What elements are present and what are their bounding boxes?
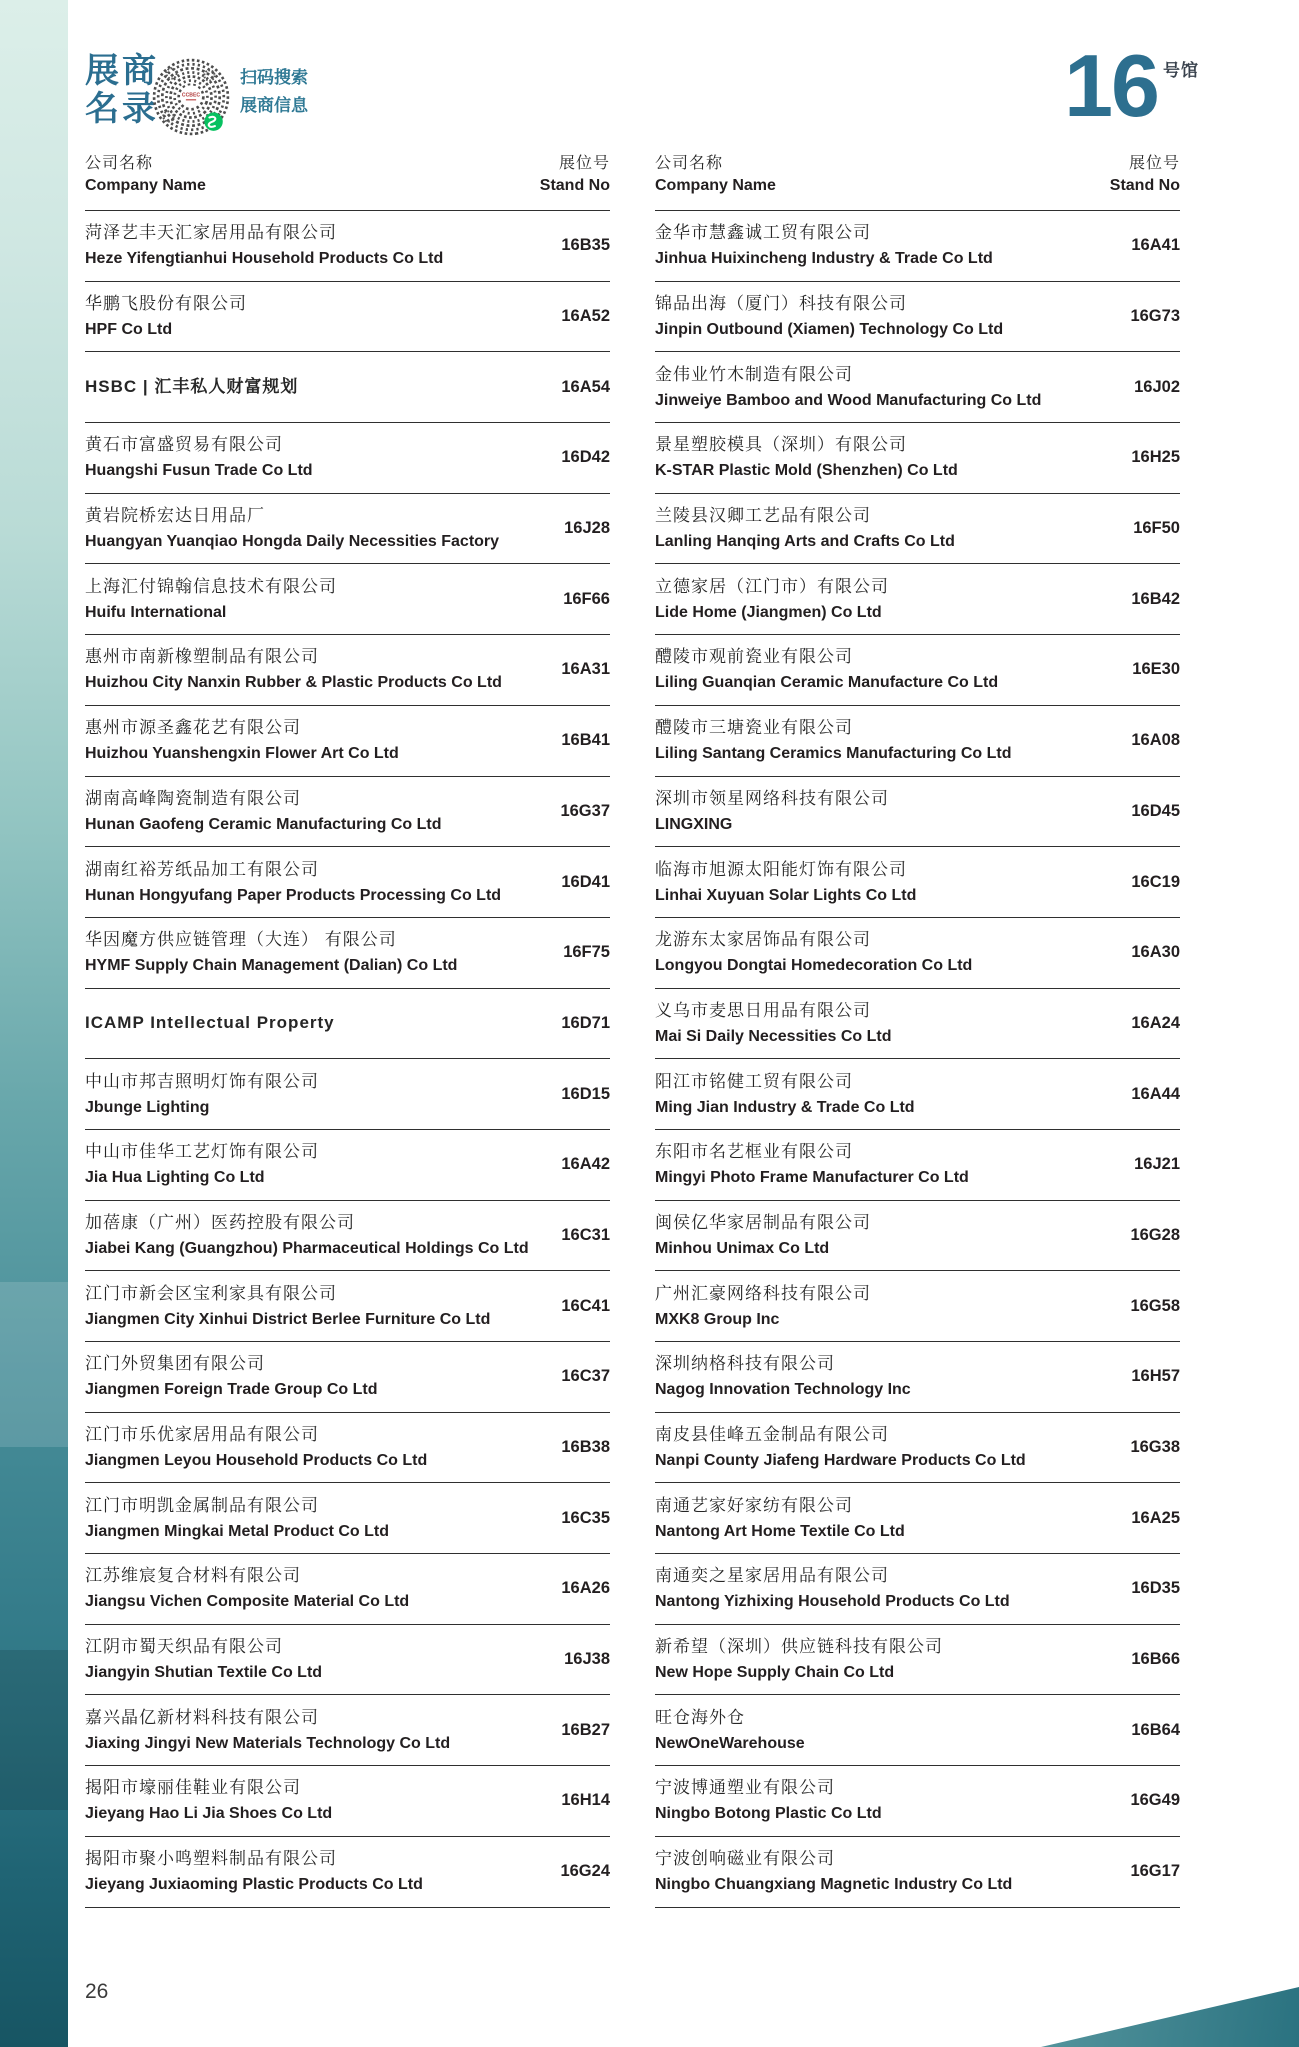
company-names [85,928,457,977]
company-name-en: Huangyan Yuanqiao Hongda Daily Necessities Factory [85,533,500,551]
bottom-right-wedge [1041,1987,1299,2047]
stand-number: 16A31 [561,660,610,679]
company-name-zh: 中山市邦吉照明灯饰有限公司 [85,1071,319,1091]
company-name-zh: 黄岩院桥宏达日用品厂 [85,506,265,526]
company-name-en: Nagog Innovation Technology Inc [655,1381,911,1399]
company-name-en: Jiabei Kang (Guangzhou) Pharmaceutical Holdings Co Ltd [85,1239,529,1257]
company-names [85,1494,389,1543]
stand-number: 16E30 [1132,660,1180,679]
company-names [655,433,958,482]
company-names [85,1564,409,1613]
company-name-zh: 锦品出海（厦门）科技有限公司 [655,294,907,314]
stand-number: 16B42 [1131,589,1180,608]
stand-number: 16J28 [564,519,610,538]
stand-number: 16D15 [561,1084,610,1103]
company-names [655,292,1003,341]
page-title-line1: 展商 [85,52,159,90]
company-names [85,1070,319,1119]
stand-no-header [1110,153,1180,197]
stand-number: 16G58 [1130,1296,1180,1315]
stand-number: 16B66 [1131,1650,1180,1669]
company-name-en: Huizhou Yuanshengxin Flower Art Co Ltd [85,745,399,763]
exhibitor-row [85,351,610,422]
company-name-zh: 湖南高峰陶瓷制造有限公司 [85,788,301,808]
company-names [85,1776,332,1825]
hall-indicator [1064,36,1199,135]
company-names [655,221,993,270]
company-name-header-zh: 公司名称 [85,155,154,172]
stand-number: 16J38 [564,1650,610,1669]
company-name-zh: 江苏维宸复合材料有限公司 [85,1566,301,1586]
company-name-zh: 深圳纳格科技有限公司 [655,1354,835,1374]
exhibitor-row [85,776,610,847]
stand-number: 16C41 [561,1296,610,1315]
left-strip-light-segment [0,1282,68,1447]
company-names [85,1282,490,1331]
company-name-en: Lanling Hanqing Arts and Crafts Co Ltd [655,533,955,551]
company-name-en: K-STAR Plastic Mold (Shenzhen) Co Ltd [655,462,958,480]
page-title [85,52,159,128]
exhibitor-row [85,1058,610,1129]
company-name-zh: 黄石市富盛贸易有限公司 [85,435,283,455]
company-name-zh: 南通艺家好家纺有限公司 [655,1495,853,1515]
company-name-zh: 景星塑胶模具（深圳）有限公司 [655,435,907,455]
stand-number: 16G38 [1130,1438,1180,1457]
page-number: 26 [85,1980,109,2003]
exhibitor-row [85,1553,610,1624]
company-name-zh: 华鹏飞股份有限公司 [85,294,247,314]
exhibitor-row [655,1200,1180,1271]
company-names [655,1706,805,1755]
qr-caption [240,64,308,120]
column-header [85,152,610,210]
company-names [655,858,916,907]
stand-number: 16H14 [561,1791,610,1810]
company-name-en: Jiangsu Vichen Composite Material Co Ltd [85,1593,410,1611]
exhibitor-row [655,1058,1180,1129]
company-name-zh: 揭阳市聚小鸣塑料制品有限公司 [85,1849,337,1869]
company-names [85,1706,450,1755]
exhibitor-row [655,917,1180,988]
stand-no-header [540,153,610,197]
company-name-zh: 兰陵县汉卿工艺品有限公司 [655,506,871,526]
left-strip-dark-segment [0,1650,68,1810]
company-name-en: Jinweiye Bamboo and Wood Manufacturing Co Ltd [655,391,1042,409]
exhibitor-row [655,563,1180,634]
exhibitor-row [655,1412,1180,1483]
qr-caption-line1: 扫码搜索 [240,68,308,87]
company-name-zh: 上海汇付锦翰信息技术有限公司 [85,576,337,596]
company-name-zh: ICAMP Intellectual Property [85,1013,335,1033]
exhibitor-column-left [85,152,610,1908]
company-names [85,433,313,482]
exhibitor-row [655,351,1180,422]
qr-code [150,56,232,138]
company-names [85,575,337,624]
stand-no-header-en: Stand No [539,177,610,194]
company-name-en: Jieyang Juxiaoming Plastic Products Co Ltd [85,1876,423,1894]
stand-number: 16G73 [1130,307,1180,326]
company-name-en: Jiangmen Leyou Household Products Co Ltd [85,1452,428,1470]
company-name-en: Mingyi Photo Frame Manufacturer Co Ltd [655,1169,969,1187]
exhibitor-row [85,281,610,352]
company-name-en: Jiaxing Jingyi New Materials Technology Co Ltd [85,1734,451,1752]
company-name-zh: 阳江市铭健工贸有限公司 [655,1071,853,1091]
company-name-zh: 东阳市名艺框业有限公司 [655,1142,853,1162]
company-names [655,1776,882,1825]
exhibitor-row [85,1200,610,1271]
company-name-zh: 江门市新会区宝利家具有限公司 [85,1283,337,1303]
company-names [85,858,501,907]
company-name-zh: HSBC | 汇丰私人财富规划 [85,377,299,397]
company-name-zh: 金华市慧鑫诚工贸有限公司 [655,223,871,243]
exhibitor-row [85,1482,610,1553]
company-names [655,1140,969,1189]
company-name-zh: 旺仓海外仓 [655,1707,745,1727]
company-name-zh: 惠州市南新橡塑制品有限公司 [85,647,319,667]
company-names [655,716,1011,765]
stand-number: 16A54 [561,377,610,396]
stand-number: 16C31 [561,1225,610,1244]
company-name-en: Nantong Art Home Textile Co Ltd [655,1522,905,1540]
exhibitor-row [85,846,610,917]
company-name-en: Ningbo Chuangxiang Magnetic Industry Co Ltd [655,1876,1013,1894]
company-names [655,1423,1026,1472]
company-name-en: Jinpin Outbound (Xiamen) Technology Co Ltd [655,321,1004,339]
exhibitor-row [85,1270,610,1341]
exhibitor-row [655,1836,1180,1907]
stand-number: 16G17 [1130,1862,1180,1881]
company-name-en: New Hope Supply Chain Co Ltd [655,1664,895,1682]
exhibitor-row [85,1412,610,1483]
company-name-en: NewOneWarehouse [655,1734,805,1752]
exhibitor-row [85,917,610,988]
exhibitor-row [85,705,610,776]
stand-number: 16A08 [1131,731,1180,750]
company-name-en: Jiangmen City Xinhui District Berlee Furniture Co Ltd [85,1310,491,1328]
company-names [655,1635,943,1684]
company-name-en: Jiangmen Foreign Trade Group Co Ltd [85,1381,378,1399]
company-names [85,375,298,399]
company-name-zh: 菏泽艺丰天汇家居用品有限公司 [85,223,337,243]
stand-number: 16A25 [1131,1508,1180,1527]
exhibitor-row [655,1553,1180,1624]
company-name-zh: 湖南红裕芳纸品加工有限公司 [85,859,319,879]
exhibitor-row [85,1765,610,1836]
company-names [655,1070,915,1119]
exhibitor-row [85,1836,610,1907]
company-name-zh: 醴陵市观前瓷业有限公司 [655,647,853,667]
company-name-en: Jinhua Huixincheng Industry & Trade Co Ltd [655,250,993,268]
company-names [85,645,502,694]
exhibitor-row [655,1270,1180,1341]
company-name-header-en: Company Name [655,177,776,194]
company-name-header [655,153,776,197]
stand-number: 16F66 [563,589,610,608]
qr-center-label: CCBEC [181,92,201,99]
stand-number: 16D45 [1131,801,1180,820]
stand-number: 16A52 [561,307,610,326]
company-names [655,787,889,836]
company-name-en: Heze Yifengtianhui Household Products Co Ltd [85,250,444,268]
company-name-en: Liling Guanqian Ceramic Manufacture Co Ltd [655,674,999,692]
exhibitor-row [655,422,1180,493]
company-name-en: Nantong Yizhixing Household Products Co Ltd [655,1593,1010,1611]
exhibitor-row [655,1694,1180,1765]
exhibitor-row [655,281,1180,352]
stand-number: 16G28 [1130,1225,1180,1244]
exhibitor-row [85,1694,610,1765]
company-names [85,1847,423,1896]
company-name-en: HYMF Supply Chain Management (Dalian) Co Ltd [85,957,458,975]
company-name-zh: 金伟业竹木制造有限公司 [655,364,853,384]
company-names [655,928,972,977]
company-name-zh: 深圳市领星网络科技有限公司 [655,788,889,808]
company-name-en: Linhai Xuyuan Solar Lights Co Ltd [655,886,917,904]
exhibitor-column-right [655,152,1180,1908]
exhibitor-row [85,988,610,1059]
company-names [85,221,443,270]
company-name-en: Lide Home (Jiangmen) Co Ltd [655,603,882,621]
company-names [655,504,955,553]
stand-number: 16C35 [561,1508,610,1527]
exhibitor-row [655,988,1180,1059]
company-name-en: Mai Si Daily Necessities Co Ltd [655,1027,892,1045]
stand-no-header-en: Stand No [1109,177,1180,194]
company-names [655,1352,911,1401]
company-names [85,1352,377,1401]
company-name-en: Hunan Hongyufang Paper Products Processing Co Ltd [85,886,502,904]
exhibitor-row [85,1129,610,1200]
exhibitor-row [655,846,1180,917]
stand-number: 16J21 [1134,1155,1180,1174]
stand-number: 16B27 [561,1720,610,1739]
company-name-zh: 广州汇豪网络科技有限公司 [655,1283,871,1303]
stand-number: 16A30 [1131,943,1180,962]
company-names [655,1494,905,1543]
company-names [655,1211,871,1260]
company-name-zh: 江阴市蜀天织品有限公司 [85,1637,283,1657]
stand-number: 16D41 [561,872,610,891]
company-name-en: Jbunge Lighting [85,1098,210,1116]
stand-number: 16B38 [561,1438,610,1457]
stand-number: 16H57 [1131,1367,1180,1386]
stand-number: 16A44 [1131,1084,1180,1103]
stand-number: 16A26 [561,1579,610,1598]
stand-number: 16F50 [1133,519,1180,538]
page-title-line2: 名录 [85,90,159,128]
qr-code-icon [150,56,232,138]
company-name-en: Jiangyin Shutian Textile Co Ltd [85,1664,323,1682]
company-name-zh: 新希望（深圳）供应链科技有限公司 [655,1637,943,1657]
company-name-en: Jia Hua Lighting Co Ltd [85,1169,265,1187]
stand-number: 16C37 [561,1367,610,1386]
exhibitor-row [655,705,1180,776]
company-names [85,1011,335,1035]
company-name-zh: 江门市乐优家居用品有限公司 [85,1425,319,1445]
company-name-zh: 中山市佳华工艺灯饰有限公司 [85,1142,319,1162]
company-name-zh: 华因魔方供应链管理（大连） 有限公司 [85,930,397,950]
company-names [85,292,247,341]
company-name-en: Huangshi Fusun Trade Co Ltd [85,462,313,480]
company-name-zh: 宁波创响磁业有限公司 [655,1849,835,1869]
exhibitor-row [85,493,610,564]
company-name-zh: 闽侯亿华家居制品有限公司 [655,1212,871,1232]
company-name-zh: 龙游东太家居饰品有限公司 [655,930,871,950]
stand-no-header-zh: 展位号 [1128,155,1180,172]
company-name-en: Nanpi County Jiafeng Hardware Products Co Ltd [655,1452,1026,1470]
exhibitor-row [85,422,610,493]
company-name-en: Longyou Dongtai Homedecoration Co Ltd [655,957,973,975]
company-names [85,787,441,836]
company-names [85,1211,529,1260]
company-name-zh: 立德家居（江门市）有限公司 [655,576,889,596]
exhibitor-row [85,563,610,634]
exhibitor-row [655,493,1180,564]
company-name-zh: 揭阳市壕丽佳鞋业有限公司 [85,1778,301,1798]
company-name-en: Liling Santang Ceramics Manufacturing Co Ltd [655,745,1012,763]
company-names [655,575,889,624]
hall-number: 16 [1064,36,1158,135]
exhibitor-rows [85,210,610,1908]
company-name-zh: 嘉兴晶亿新材料科技有限公司 [85,1707,319,1727]
qr-caption-line2: 展商信息 [240,96,308,115]
stand-number: 16G49 [1130,1791,1180,1810]
stand-number: 16F75 [563,943,610,962]
company-name-en: Ming Jian Industry & Trade Co Ltd [655,1098,915,1116]
company-name-zh: 江门市明凯金属制品有限公司 [85,1495,319,1515]
stand-number: 16A41 [1131,236,1180,255]
company-names [85,504,499,553]
exhibitor-row [655,1129,1180,1200]
company-names [85,716,399,765]
company-name-zh: 义乌市麦思日用品有限公司 [655,1000,871,1020]
company-name-zh: 江门外贸集团有限公司 [85,1354,265,1374]
exhibitor-row [655,1765,1180,1836]
company-name-en: HPF Co Ltd [85,321,173,339]
company-name-en: Huifu International [85,603,227,621]
company-name-zh: 醴陵市三塘瓷业有限公司 [655,718,853,738]
company-names [655,1847,1012,1896]
company-name-zh: 惠州市源圣鑫花艺有限公司 [85,718,301,738]
exhibitor-row [655,210,1180,281]
stand-number: 16B41 [561,731,610,750]
company-name-en: MXK8 Group Inc [655,1310,780,1328]
company-name-header [85,153,206,197]
company-name-header-zh: 公司名称 [655,155,724,172]
company-name-zh: 南皮县佳峰五金制品有限公司 [655,1425,889,1445]
exhibitor-row [85,1341,610,1412]
company-names [655,1282,871,1331]
exhibitor-row [85,210,610,281]
company-names [655,1564,1010,1613]
stand-number: 16D71 [561,1013,610,1032]
exhibitor-row [85,634,610,705]
company-name-en: Hunan Gaofeng Ceramic Manufacturing Co Ltd [85,815,442,833]
column-header [655,152,1180,210]
company-names [655,363,1041,412]
stand-number: 16B64 [1131,1720,1180,1739]
company-name-zh: 宁波博通塑业有限公司 [655,1778,835,1798]
exhibitor-row [85,1624,610,1695]
stand-number: 16G24 [560,1862,610,1881]
stand-number: 16A24 [1131,1013,1180,1032]
company-name-header-en: Company Name [85,177,206,194]
stand-number: 16B35 [561,236,610,255]
stand-number: 16C19 [1131,872,1180,891]
hall-label: 号馆 [1163,61,1199,80]
stand-number: 16G37 [560,801,610,820]
exhibitor-row [655,1341,1180,1412]
company-name-zh: 临海市旭源太阳能灯饰有限公司 [655,859,907,879]
stand-number: 16J02 [1134,377,1180,396]
company-name-zh: 加蓓康（广州）医药控股有限公司 [85,1212,355,1232]
stand-no-header-zh: 展位号 [558,155,610,172]
company-names [85,1140,319,1189]
company-name-en: LINGXING [655,815,733,833]
exhibitor-row [655,634,1180,705]
exhibitor-row [655,1624,1180,1695]
company-name-en: Ningbo Botong Plastic Co Ltd [655,1805,882,1823]
exhibitor-row [655,1482,1180,1553]
company-name-en: Jiangmen Mingkai Metal Product Co Ltd [85,1522,390,1540]
stand-number: 16A42 [561,1155,610,1174]
company-names [655,999,892,1048]
company-name-en: Jieyang Hao Li Jia Shoes Co Ltd [85,1805,333,1823]
company-name-en: Minhou Unimax Co Ltd [655,1239,830,1257]
stand-number: 16D42 [561,448,610,467]
company-name-zh: 南通奕之星家居用品有限公司 [655,1566,889,1586]
company-names [85,1423,427,1472]
company-names [85,1635,322,1684]
company-name-en: Huizhou City Nanxin Rubber & Plastic Products Co Ltd [85,674,502,692]
exhibitor-row [655,776,1180,847]
stand-number: 16D35 [1131,1579,1180,1598]
company-names [655,645,998,694]
exhibitor-rows [655,210,1180,1908]
wechat-badge-icon [204,112,222,130]
stand-number: 16H25 [1131,448,1180,467]
